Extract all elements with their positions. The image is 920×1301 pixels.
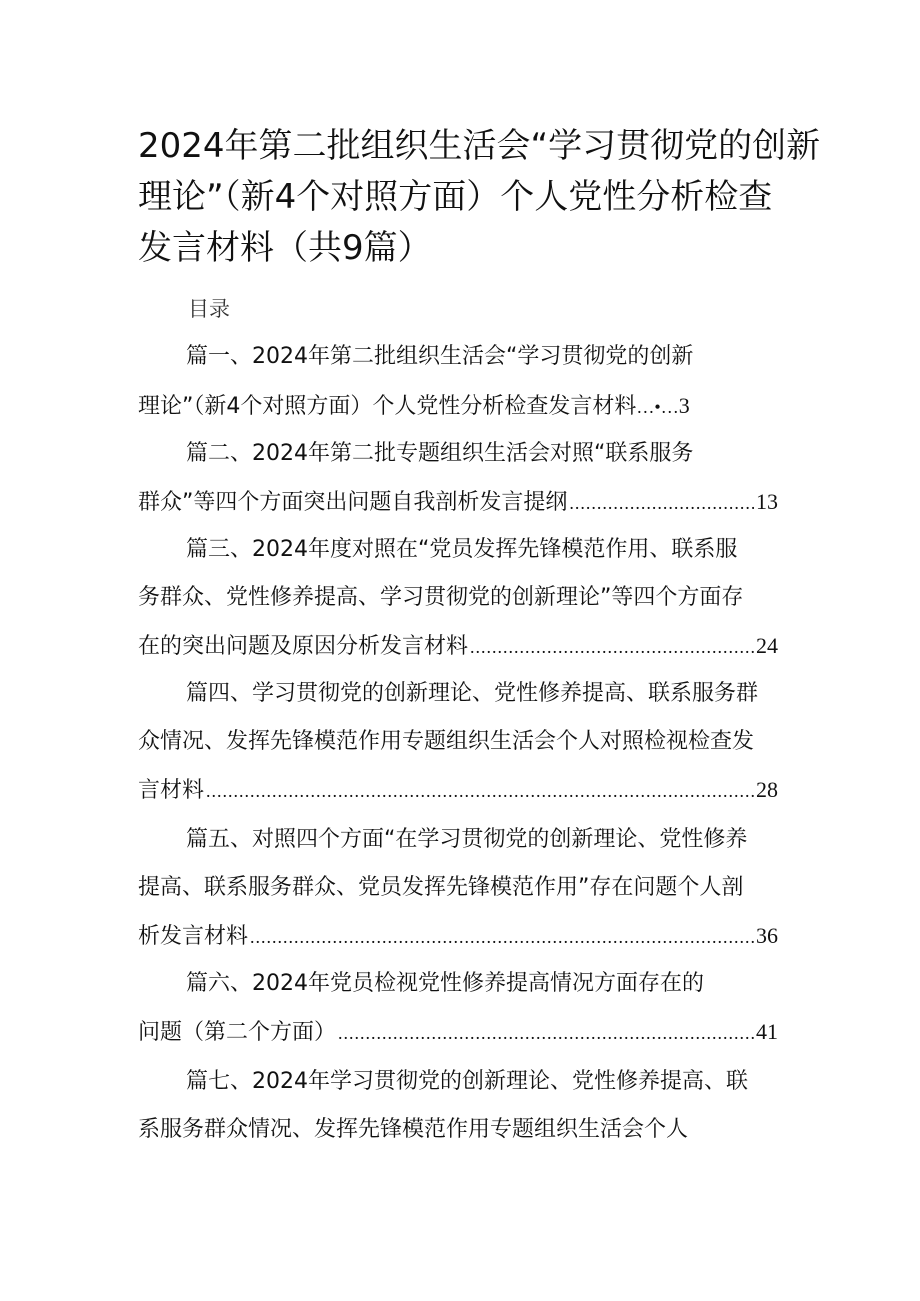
dot-leader: [470, 632, 754, 662]
toc-page-number: 36: [756, 923, 778, 948]
toc-entry-2-line-2[interactable]: [138, 487, 778, 518]
toc-entry-3-line-1: 篇三、2024年度对照在“党员发挥先锋模范作用、联系服: [186, 537, 738, 562]
toc-entry-text: 问题（第二个方面）: [138, 1020, 337, 1045]
toc-entry-1-line-1: 篇一、2024年第二批组织生活会“学习贯彻党的创新: [186, 344, 694, 369]
toc-entry-3-line-2: 务群众、党性修养提高、学习贯彻党的创新理论”等四个方面存: [138, 585, 744, 610]
toc-entry-2-line-1: 篇二、2024年第二批专题组织生活会对照“联系服务: [186, 441, 694, 466]
toc-entry-text: 析发言材料: [138, 924, 249, 949]
toc-entry-text: 群众”等四个方面突出问题自我剖析发言提纲: [138, 490, 568, 515]
toc-entry-7-line-2: 系服务群众情况、发挥先锋模范作用专题组织生活会个人: [138, 1117, 689, 1142]
toc-entry-4-line-1: 篇四、学习贯彻党的创新理论、党性修养提高、联系服务群: [186, 681, 759, 706]
toc-page-number: 41: [756, 1019, 778, 1044]
toc-entry-7-line-1: 篇七、2024年学习贯彻党的创新理论、党性修养提高、联: [186, 1069, 748, 1094]
toc-entry-5-line-3[interactable]: [138, 921, 778, 952]
toc-leader-mark: …•…: [636, 397, 679, 417]
toc-entry-6-line-1: 篇六、2024年党员检视党性修养提高情况方面存在的: [186, 971, 704, 996]
dot-leader: [250, 922, 754, 952]
dot-leader: [206, 776, 754, 806]
title-line: 2024年第二批组织生活会“学习贯彻党的创新: [138, 126, 821, 166]
dot-leader: [338, 1018, 754, 1048]
toc-entry-5-line-1: 篇五、对照四个方面“在学习贯彻党的创新理论、党性修养: [186, 827, 748, 852]
toc-page-number: 24: [756, 633, 778, 658]
document-title: [138, 121, 821, 274]
toc-entry-6-line-2[interactable]: [138, 1017, 778, 1048]
title-line: 发言材料（共9篇）: [138, 228, 432, 268]
toc-entry-text: 理论”（新4个对照方面）个人党性分析检查发言材料: [138, 394, 637, 419]
toc-entry-4-line-2: 众情况、发挥先锋模范作用专题组织生活会个人对照检视检查发: [138, 729, 755, 754]
toc-entry-1-line-2[interactable]: [138, 391, 778, 422]
toc-entry-5-line-2: 提高、联系服务群众、党员发挥先锋模范作用”存在问题个人剖: [138, 875, 744, 900]
dot-leader: [569, 488, 754, 518]
toc-page-number: 3: [678, 393, 690, 418]
toc-page-number: 28: [756, 777, 778, 802]
toc-entry-3-line-3[interactable]: [138, 631, 778, 662]
toc-entry-text: 在的突出问题及原因分析发言材料: [138, 634, 469, 659]
toc-page-number: 13: [756, 489, 778, 514]
toc-heading: 目录: [188, 297, 230, 321]
title-line: 理论”（新4个对照方面）个人党性分析检查: [138, 177, 773, 217]
toc-entry-4-line-3[interactable]: [138, 775, 778, 806]
toc-entry-text: 言材料: [138, 778, 205, 803]
